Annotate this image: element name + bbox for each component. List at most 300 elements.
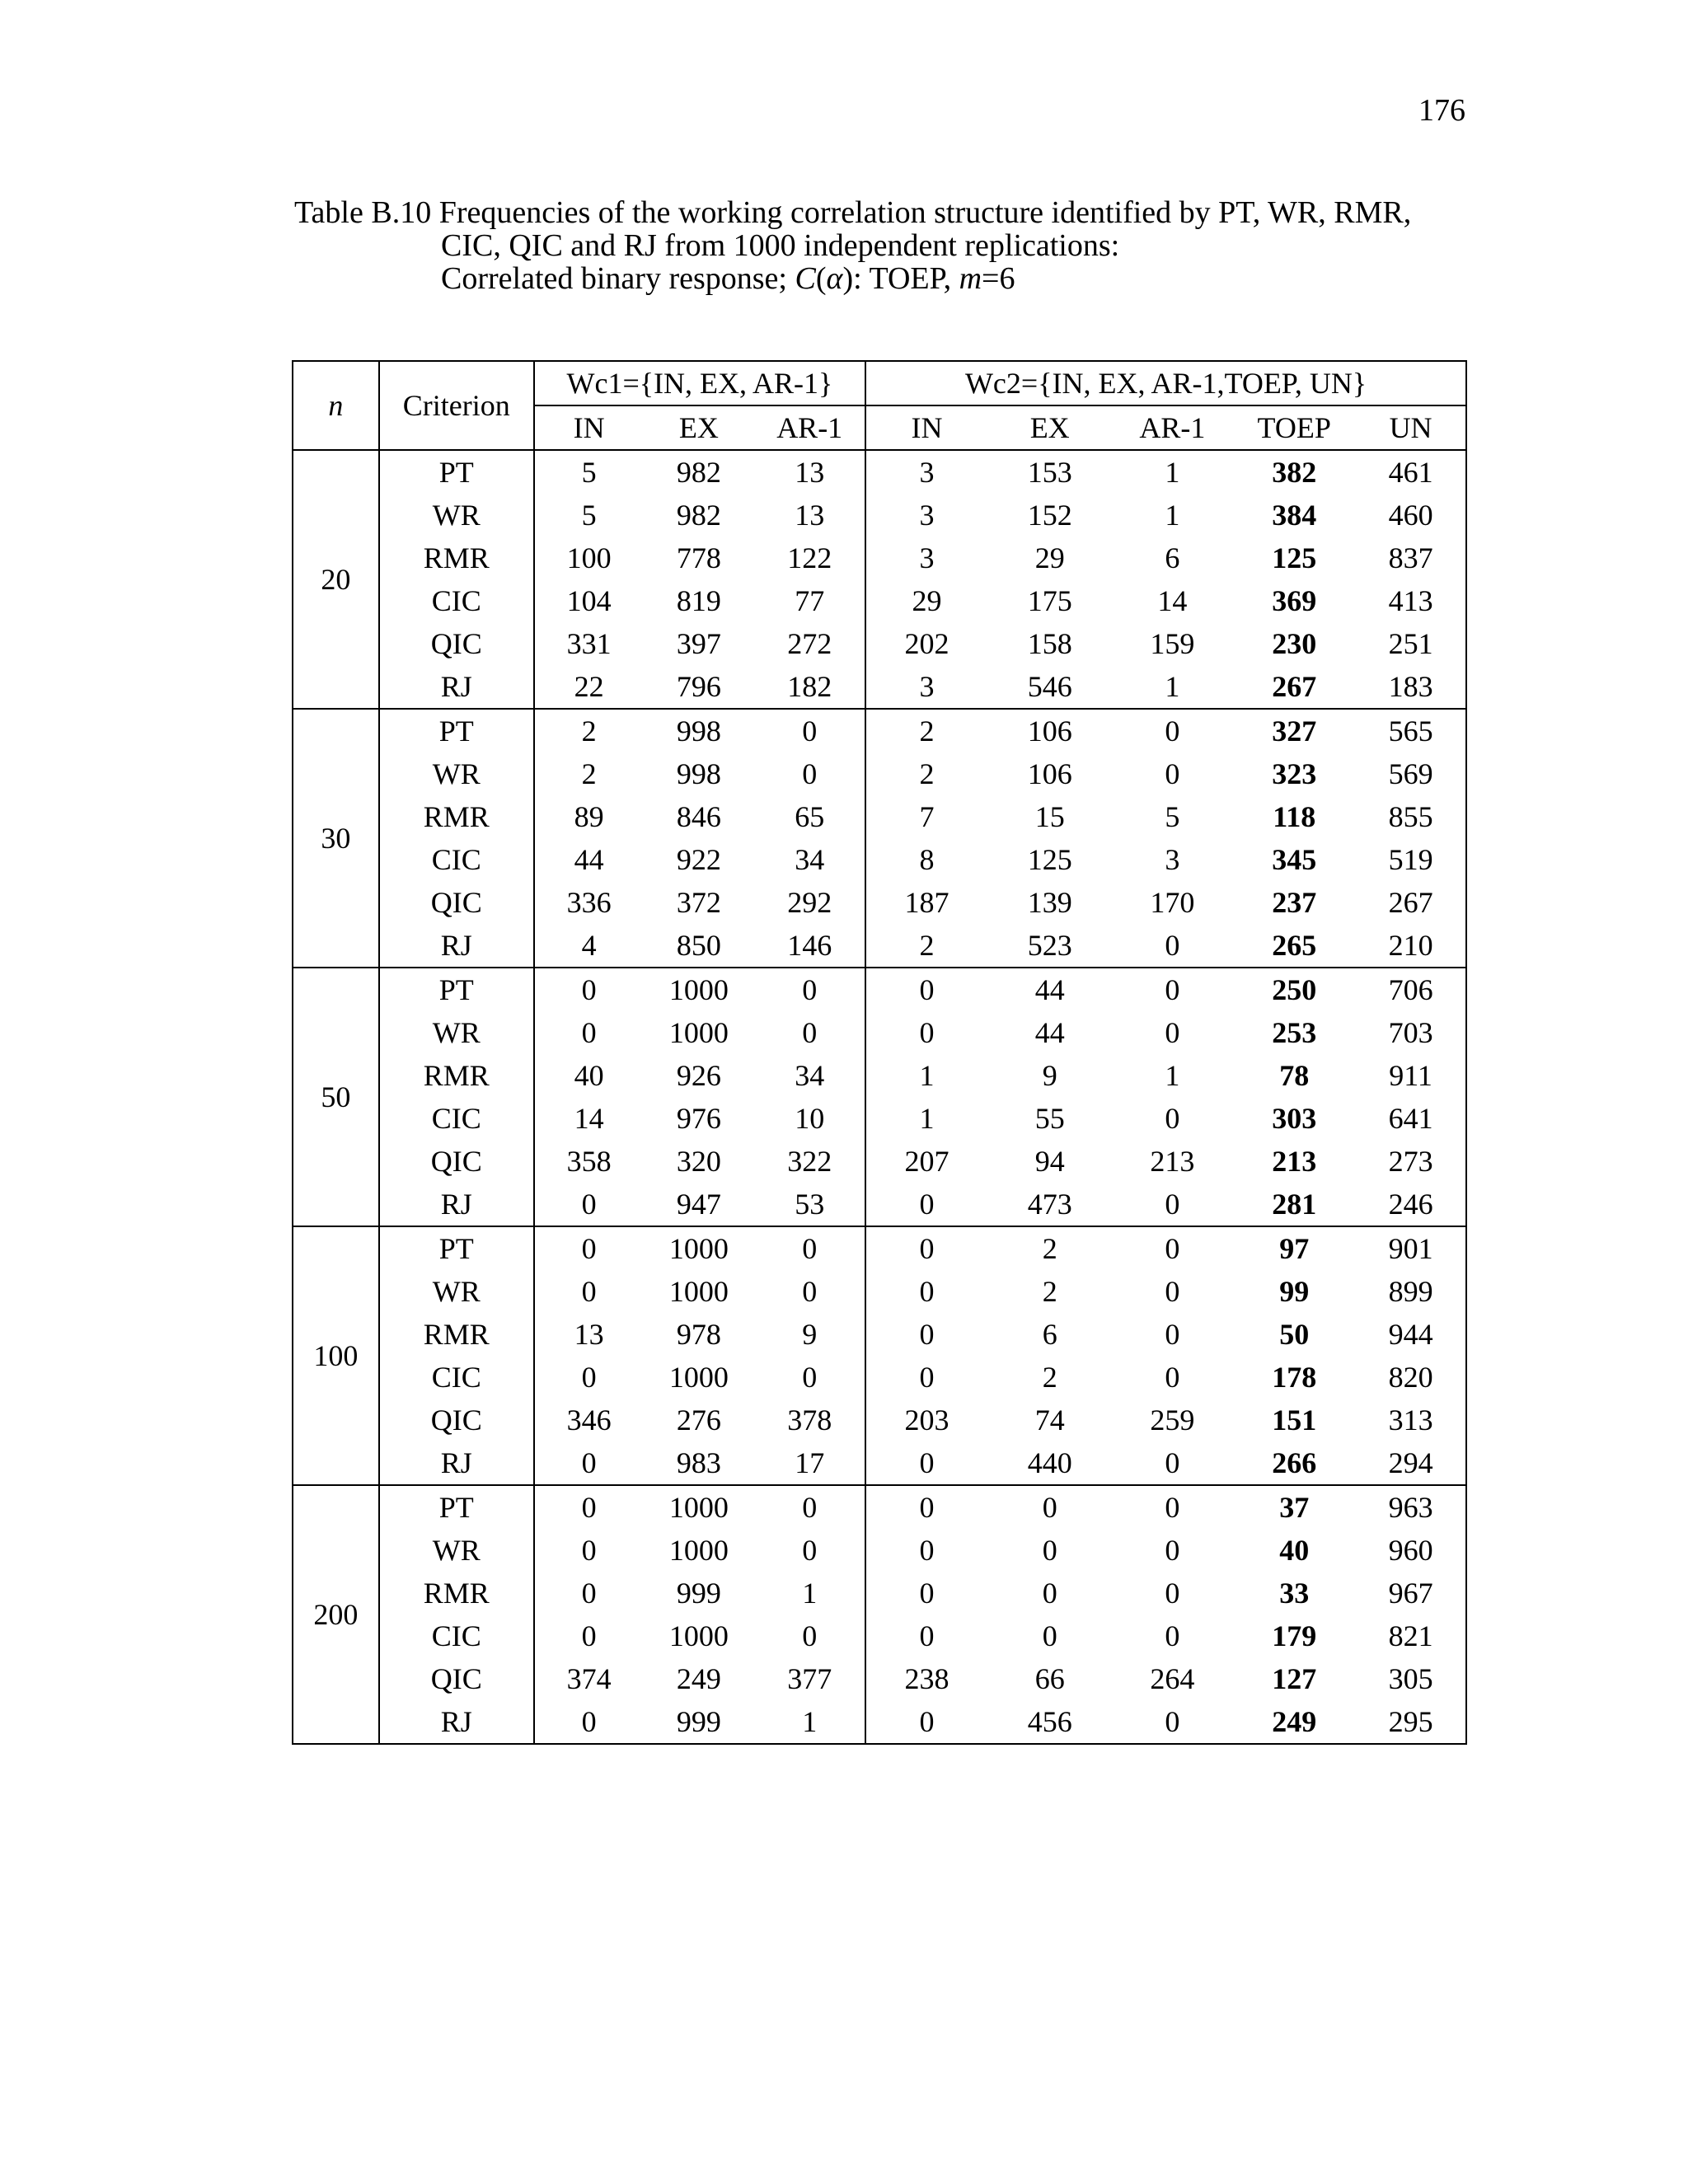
wc1-in-cell: 14 xyxy=(534,1097,644,1140)
table-row xyxy=(293,1572,1466,1615)
wc1-in-cell: 0 xyxy=(534,1226,644,1270)
table-row xyxy=(293,1183,1466,1226)
wc1-ar1-cell: 53 xyxy=(795,1188,825,1221)
wc2-un-cell: 461 xyxy=(1356,450,1466,494)
wc2-ar1-cell: 264 xyxy=(1150,1662,1195,1695)
wc1-ex-cell: 1000 xyxy=(668,1534,729,1567)
wc1-ar1-cell: 292 xyxy=(787,886,832,919)
criterion-cell: RMR xyxy=(379,537,534,579)
table-row xyxy=(293,1140,1466,1183)
wc1-ex-cell: 976 xyxy=(676,1102,721,1135)
wc2-ex-cell: 0 xyxy=(987,1485,1113,1529)
wc1-ex-cell: 922 xyxy=(676,843,721,876)
wc2-ar1-cell: 3 xyxy=(1165,843,1180,876)
wc2-ar1-cell: 259 xyxy=(1150,1404,1195,1436)
wc1-in-cell: 40 xyxy=(534,1054,644,1097)
wc2-ar1-cell: 1 xyxy=(1165,1059,1180,1092)
wc2-in-cell: 207 xyxy=(865,1140,987,1183)
wc2-toep-cell: 267 xyxy=(1272,670,1317,703)
wc2-ar1-cell: 0 xyxy=(1165,1705,1180,1738)
header-wc2-ar1: AR-1 xyxy=(1113,405,1233,450)
wc1-in-cell: 0 xyxy=(534,1356,644,1399)
wc2-ex-cell: 94 xyxy=(1034,1145,1065,1178)
wc2-ar1-cell: 0 xyxy=(1165,1361,1180,1394)
wc2-in-cell: 0 xyxy=(865,1615,987,1657)
wc1-ex-cell: 819 xyxy=(676,584,721,617)
wc2-in-cell: 0 xyxy=(865,1441,987,1485)
wc1-in-cell: 331 xyxy=(534,622,644,665)
header-criterion: Criterion xyxy=(379,361,534,450)
table-row xyxy=(293,1226,1466,1270)
wc2-in-cell: 1 xyxy=(865,1054,987,1097)
wc1-ex-cell: 999 xyxy=(676,1577,721,1610)
wc1-ar1-cell: 1 xyxy=(802,1577,818,1610)
wc2-ar1-cell: 0 xyxy=(1165,1534,1180,1567)
wc2-toep-cell: 37 xyxy=(1232,1485,1356,1529)
wc2-toep-cell: 97 xyxy=(1232,1226,1356,1270)
table-row xyxy=(293,1399,1466,1441)
wc2-ex-cell: 440 xyxy=(1027,1446,1072,1479)
wc2-ex-cell: 29 xyxy=(1034,541,1065,574)
criterion-cell: QIC xyxy=(379,622,534,665)
wc2-toep-cell: 250 xyxy=(1232,968,1356,1011)
table-row xyxy=(293,1313,1466,1356)
table-row xyxy=(293,709,1466,752)
wc2-in-cell: 0 xyxy=(865,968,987,1011)
table-caption xyxy=(294,196,1411,295)
wc2-in-cell: 0 xyxy=(865,1700,987,1744)
wc1-ex-cell: 999 xyxy=(676,1705,721,1738)
wc2-ar1-cell: 170 xyxy=(1150,886,1195,919)
wc2-in-cell: 0 xyxy=(865,1485,987,1529)
wc1-in-cell: 0 xyxy=(534,1529,644,1572)
caption-m-symbol: m xyxy=(959,261,982,296)
header-group-wc1: Wc1={IN, EX, AR-1} xyxy=(534,361,865,405)
wc2-un-cell: 963 xyxy=(1356,1485,1466,1529)
wc1-in-cell: 5 xyxy=(534,494,644,537)
wc2-in-cell: 202 xyxy=(865,622,987,665)
wc1-ex-cell: 926 xyxy=(676,1059,721,1092)
wc2-un-cell: 960 xyxy=(1388,1534,1433,1567)
criterion-cell: QIC xyxy=(379,881,534,924)
wc2-ex-cell: 2 xyxy=(1042,1361,1057,1394)
wc2-un-cell: 183 xyxy=(1388,670,1433,703)
wc2-ar1-cell: 0 xyxy=(1165,757,1180,790)
wc2-ex-cell: 15 xyxy=(1034,800,1065,833)
wc2-un-cell: 267 xyxy=(1388,886,1433,919)
n-value: 200 xyxy=(293,1485,379,1744)
wc2-un-cell: 413 xyxy=(1388,584,1433,617)
wc2-in-cell: 2 xyxy=(865,752,987,795)
wc2-toep-cell: 369 xyxy=(1272,584,1317,617)
criterion-cell: RMR xyxy=(379,1054,534,1097)
table-body xyxy=(293,450,1466,1744)
wc2-un-cell: 251 xyxy=(1388,627,1433,660)
table-row xyxy=(293,1700,1466,1744)
criterion-cell: RJ xyxy=(379,1700,534,1744)
table-row xyxy=(293,1356,1466,1399)
wc2-in-cell: 0 xyxy=(865,1270,987,1313)
table-row xyxy=(293,968,1466,1011)
wc1-in-cell: 0 xyxy=(534,1183,644,1226)
wc2-ar1-cell: 213 xyxy=(1150,1145,1195,1178)
wc1-in-cell: 0 xyxy=(534,1441,644,1485)
header-row-groups xyxy=(293,361,1466,405)
wc2-ex-cell: 55 xyxy=(1034,1102,1065,1135)
table-row xyxy=(293,1485,1466,1529)
wc1-ar1-cell: 146 xyxy=(787,929,832,962)
wc2-un-cell: 944 xyxy=(1388,1318,1433,1351)
wc2-toep-cell: 323 xyxy=(1272,757,1317,790)
caption-line-3-suffix: =6 xyxy=(982,261,1015,296)
wc2-toep-cell: 125 xyxy=(1272,541,1317,574)
wc1-ex-cell: 796 xyxy=(676,670,721,703)
wc1-in-cell: 4 xyxy=(534,924,644,968)
wc1-ex-cell: 998 xyxy=(643,709,754,752)
wc1-ar1-cell: 9 xyxy=(802,1318,818,1351)
page-number: 176 xyxy=(1418,93,1465,128)
wc2-toep-cell: 99 xyxy=(1279,1275,1310,1308)
wc1-ar1-cell: 378 xyxy=(787,1404,832,1436)
wc2-ex-cell: 44 xyxy=(987,968,1113,1011)
wc1-ex-cell: 397 xyxy=(676,627,721,660)
criterion-cell: WR xyxy=(379,1011,534,1054)
wc2-ex-cell: 6 xyxy=(1042,1318,1057,1351)
wc1-ex-cell: 1000 xyxy=(643,1226,754,1270)
header-wc1-ex: EX xyxy=(643,405,754,450)
wc1-in-cell: 0 xyxy=(534,1700,644,1744)
wc1-ar1-cell: 13 xyxy=(754,450,865,494)
criterion-cell: WR xyxy=(379,752,534,795)
wc2-in-cell: 2 xyxy=(865,924,987,968)
wc2-toep-cell: 178 xyxy=(1272,1361,1317,1394)
wc2-un-cell: 569 xyxy=(1388,757,1433,790)
criterion-cell: PT xyxy=(379,450,534,494)
wc2-ex-cell: 456 xyxy=(1027,1705,1072,1738)
wc2-toep-cell: 253 xyxy=(1272,1016,1317,1049)
wc2-in-cell: 1 xyxy=(865,1097,987,1140)
table-row xyxy=(293,665,1466,709)
wc1-in-cell: 44 xyxy=(534,838,644,881)
table-row xyxy=(293,1615,1466,1657)
wc2-toep-cell: 265 xyxy=(1272,929,1317,962)
wc1-ar1-cell: 1 xyxy=(802,1705,818,1738)
frequency-table xyxy=(292,360,1467,1745)
header-wc1-in: IN xyxy=(534,405,644,450)
wc2-un-cell: 820 xyxy=(1388,1361,1433,1394)
wc1-in-cell: 0 xyxy=(534,1011,644,1054)
wc1-ar1-cell: 0 xyxy=(754,1485,865,1529)
wc2-ar1-cell: 0 xyxy=(1165,929,1180,962)
wc2-un-cell: 899 xyxy=(1388,1275,1433,1308)
wc2-in-cell: 0 xyxy=(865,1313,987,1356)
header-wc2-in: IN xyxy=(865,405,987,450)
criterion-cell: RJ xyxy=(379,665,534,709)
criterion-cell: PT xyxy=(379,1485,534,1529)
wc2-toep-cell: 213 xyxy=(1272,1145,1317,1178)
wc2-ar1-cell: 0 xyxy=(1165,1446,1180,1479)
wc2-ex-cell: 0 xyxy=(1042,1534,1057,1567)
wc1-ar1-cell: 272 xyxy=(787,627,832,660)
wc2-ar1-cell: 0 xyxy=(1113,709,1233,752)
wc1-ar1-cell: 0 xyxy=(802,1016,818,1049)
wc2-un-cell: 246 xyxy=(1388,1188,1433,1221)
wc2-ar1-cell: 0 xyxy=(1165,1275,1180,1308)
wc1-ar1-cell: 122 xyxy=(787,541,832,574)
wc1-ar1-cell: 0 xyxy=(802,1275,818,1308)
criterion-cell: QIC xyxy=(379,1657,534,1700)
n-value: 20 xyxy=(293,450,379,709)
criterion-cell: CIC xyxy=(379,1615,534,1657)
header-wc2-un: UN xyxy=(1356,405,1466,450)
wc2-ar1-cell: 0 xyxy=(1113,968,1233,1011)
wc1-ar1-cell: 10 xyxy=(795,1102,825,1135)
wc2-toep-cell: 179 xyxy=(1272,1619,1317,1652)
wc2-ex-cell: 523 xyxy=(1027,929,1072,962)
wc2-toep-cell: 151 xyxy=(1272,1404,1317,1436)
caption-c-symbol: C xyxy=(795,261,816,296)
criterion-cell: CIC xyxy=(379,838,534,881)
wc2-ex-cell: 0 xyxy=(1042,1619,1057,1652)
wc1-in-cell: 5 xyxy=(534,450,644,494)
criterion-cell: PT xyxy=(379,968,534,1011)
wc1-ex-cell: 1000 xyxy=(668,1016,729,1049)
wc2-toep-cell: 127 xyxy=(1272,1662,1317,1695)
table-row xyxy=(293,1270,1466,1313)
wc2-in-cell: 203 xyxy=(865,1399,987,1441)
wc2-ar1-cell: 0 xyxy=(1165,1188,1180,1221)
table-row xyxy=(293,1441,1466,1485)
wc2-ex-cell: 66 xyxy=(1034,1662,1065,1695)
wc2-un-cell: 911 xyxy=(1389,1059,1432,1092)
wc2-ex-cell: 9 xyxy=(1042,1059,1057,1092)
wc1-ar1-cell: 0 xyxy=(802,1361,818,1394)
criterion-cell: CIC xyxy=(379,579,534,622)
caption-line-3 xyxy=(294,262,1411,295)
wc2-ar1-cell: 6 xyxy=(1165,541,1180,574)
wc1-in-cell: 0 xyxy=(534,1270,644,1313)
wc2-un-cell: 519 xyxy=(1388,843,1433,876)
wc1-ex-cell: 998 xyxy=(676,757,721,790)
wc2-in-cell: 187 xyxy=(865,881,987,924)
wc2-in-cell: 2 xyxy=(865,709,987,752)
wc2-toep-cell: 249 xyxy=(1272,1705,1317,1738)
wc1-in-cell: 100 xyxy=(534,537,644,579)
wc1-in-cell: 0 xyxy=(534,1615,644,1657)
n-value: 50 xyxy=(293,968,379,1226)
wc2-ar1-cell: 0 xyxy=(1113,1485,1233,1529)
table-header xyxy=(293,361,1466,450)
wc2-ar1-cell: 1 xyxy=(1165,670,1180,703)
wc2-in-cell: 3 xyxy=(865,665,987,709)
wc2-un-cell: 967 xyxy=(1388,1577,1433,1610)
wc1-ex-cell: 778 xyxy=(676,541,721,574)
criterion-cell: QIC xyxy=(379,1140,534,1183)
wc2-ar1-cell: 1 xyxy=(1165,499,1180,532)
wc2-in-cell: 3 xyxy=(865,537,987,579)
wc1-in-cell: 346 xyxy=(534,1399,644,1441)
wc2-ex-cell: 473 xyxy=(1027,1188,1072,1221)
wc1-ar1-cell: 0 xyxy=(754,1226,865,1270)
table-row xyxy=(293,1097,1466,1140)
wc1-ex-cell: 850 xyxy=(676,929,721,962)
criterion-cell: WR xyxy=(379,1270,534,1313)
wc2-toep-cell: 33 xyxy=(1279,1577,1310,1610)
wc2-un-cell: 210 xyxy=(1388,929,1433,962)
wc2-ex-cell: 546 xyxy=(1027,670,1072,703)
wc1-ar1-cell: 65 xyxy=(795,800,825,833)
wc2-toep-cell: 40 xyxy=(1279,1534,1310,1567)
wc1-ex-cell: 372 xyxy=(676,886,721,919)
wc2-un-cell: 565 xyxy=(1356,709,1466,752)
wc2-un-cell: 641 xyxy=(1388,1102,1433,1135)
wc2-toep-cell: 345 xyxy=(1272,843,1317,876)
criterion-cell: QIC xyxy=(379,1399,534,1441)
wc2-ex-cell: 74 xyxy=(1034,1404,1065,1436)
criterion-cell: RJ xyxy=(379,924,534,968)
table-row xyxy=(293,881,1466,924)
wc1-ex-cell: 320 xyxy=(676,1145,721,1178)
wc1-ex-cell: 249 xyxy=(676,1662,721,1695)
wc2-in-cell: 8 xyxy=(865,838,987,881)
wc1-ex-cell: 1000 xyxy=(668,1619,729,1652)
criterion-cell: RMR xyxy=(379,1313,534,1356)
wc2-toep-cell: 303 xyxy=(1272,1102,1317,1135)
wc2-toep-cell: 230 xyxy=(1272,627,1317,660)
wc2-ar1-cell: 5 xyxy=(1165,800,1180,833)
wc1-ex-cell: 276 xyxy=(676,1404,721,1436)
n-value: 30 xyxy=(293,709,379,968)
wc2-ex-cell: 0 xyxy=(1042,1577,1057,1610)
wc2-ar1-cell: 0 xyxy=(1165,1016,1180,1049)
wc2-un-cell: 273 xyxy=(1388,1145,1433,1178)
wc2-ar1-cell: 159 xyxy=(1150,627,1195,660)
table-row xyxy=(293,537,1466,579)
wc1-in-cell: 374 xyxy=(534,1657,644,1700)
wc2-toep-cell: 327 xyxy=(1232,709,1356,752)
wc1-ar1-cell: 77 xyxy=(795,584,825,617)
wc2-ar1-cell: 0 xyxy=(1113,1226,1233,1270)
wc1-in-cell: 22 xyxy=(534,665,644,709)
wc1-ex-cell: 978 xyxy=(676,1318,721,1351)
table-row xyxy=(293,838,1466,881)
header-wc2-ex: EX xyxy=(987,405,1113,450)
criterion-cell: RJ xyxy=(379,1441,534,1485)
table-row xyxy=(293,1054,1466,1097)
wc2-toep-cell: 50 xyxy=(1279,1318,1310,1351)
wc2-un-cell: 703 xyxy=(1388,1016,1433,1049)
wc2-toep-cell: 78 xyxy=(1279,1059,1310,1092)
wc1-in-cell: 89 xyxy=(534,795,644,838)
wc2-ex-cell: 158 xyxy=(1027,627,1072,660)
wc2-in-cell: 0 xyxy=(865,1572,987,1615)
n-value: 100 xyxy=(293,1226,379,1485)
wc2-toep-cell: 118 xyxy=(1273,800,1316,833)
table-row xyxy=(293,795,1466,838)
wc1-ar1-cell: 0 xyxy=(754,709,865,752)
wc2-toep-cell: 266 xyxy=(1272,1446,1317,1479)
caption-line-3-prefix: Correlated binary response; xyxy=(441,261,795,296)
wc2-un-cell: 901 xyxy=(1356,1226,1466,1270)
wc1-ar1-cell: 17 xyxy=(795,1446,825,1479)
wc2-ex-cell: 106 xyxy=(1027,757,1072,790)
table-row xyxy=(293,924,1466,968)
wc2-in-cell: 29 xyxy=(865,579,987,622)
wc1-ar1-cell: 34 xyxy=(795,1059,825,1092)
wc2-ex-cell: 106 xyxy=(987,709,1113,752)
wc2-ex-cell: 44 xyxy=(1034,1016,1065,1049)
wc2-un-cell: 706 xyxy=(1356,968,1466,1011)
wc1-ex-cell: 1000 xyxy=(668,1361,729,1394)
wc2-un-cell: 295 xyxy=(1388,1705,1433,1738)
wc2-toep-cell: 237 xyxy=(1272,886,1317,919)
criterion-cell: PT xyxy=(379,709,534,752)
criterion-cell: PT xyxy=(379,1226,534,1270)
header-wc2-toep: TOEP xyxy=(1232,405,1356,450)
wc1-ex-cell: 982 xyxy=(676,499,721,532)
table-row xyxy=(293,494,1466,537)
table-row xyxy=(293,579,1466,622)
wc1-ex-cell: 947 xyxy=(676,1188,721,1221)
wc1-ar1-cell: 322 xyxy=(787,1145,832,1178)
wc1-ar1-cell: 377 xyxy=(787,1662,832,1695)
criterion-cell: CIC xyxy=(379,1097,534,1140)
wc2-ex-cell: 125 xyxy=(1027,843,1072,876)
wc1-ar1-cell: 0 xyxy=(802,1619,818,1652)
caption-line-1: Table B.10 Frequencies of the working correlation structure identified by PT, WR, RMR, xyxy=(294,195,1412,230)
table-row xyxy=(293,622,1466,665)
wc1-ex-cell: 1000 xyxy=(668,1275,729,1308)
wc2-un-cell: 837 xyxy=(1388,541,1433,574)
caption-paren-open: ( xyxy=(815,261,827,296)
wc2-in-cell: 0 xyxy=(865,1356,987,1399)
wc2-in-cell: 0 xyxy=(865,1183,987,1226)
wc2-toep-cell: 281 xyxy=(1272,1188,1317,1221)
wc1-in-cell: 0 xyxy=(534,968,644,1011)
wc1-in-cell: 0 xyxy=(534,1485,644,1529)
wc1-in-cell: 358 xyxy=(534,1140,644,1183)
wc2-in-cell: 7 xyxy=(865,795,987,838)
wc2-ex-cell: 2 xyxy=(987,1226,1113,1270)
table-row xyxy=(293,1657,1466,1700)
criterion-cell: RMR xyxy=(379,1572,534,1615)
wc2-in-cell: 0 xyxy=(865,1529,987,1572)
wc2-ex-cell: 153 xyxy=(987,450,1113,494)
wc1-in-cell: 13 xyxy=(534,1313,644,1356)
criterion-cell: WR xyxy=(379,1529,534,1572)
table-row xyxy=(293,752,1466,795)
criterion-cell: CIC xyxy=(379,1356,534,1399)
wc1-ar1-cell: 13 xyxy=(795,499,825,532)
wc1-ex-cell: 982 xyxy=(643,450,754,494)
criterion-cell: WR xyxy=(379,494,534,537)
criterion-cell: RMR xyxy=(379,795,534,838)
wc2-ar1-cell: 0 xyxy=(1165,1102,1180,1135)
wc2-in-cell: 3 xyxy=(865,450,987,494)
caption-paren-close: ): TOEP, xyxy=(842,261,959,296)
wc2-ar1-cell: 1 xyxy=(1113,450,1233,494)
table-row xyxy=(293,1529,1466,1572)
wc1-ar1-cell: 34 xyxy=(795,843,825,876)
criterion-cell: RJ xyxy=(379,1183,534,1226)
wc1-in-cell: 336 xyxy=(534,881,644,924)
wc2-un-cell: 294 xyxy=(1388,1446,1433,1479)
wc2-ar1-cell: 14 xyxy=(1157,584,1188,617)
wc2-toep-cell: 382 xyxy=(1232,450,1356,494)
wc2-ar1-cell: 0 xyxy=(1165,1619,1180,1652)
wc1-ar1-cell: 0 xyxy=(802,757,818,790)
caption-alpha-symbol: α xyxy=(826,261,843,296)
